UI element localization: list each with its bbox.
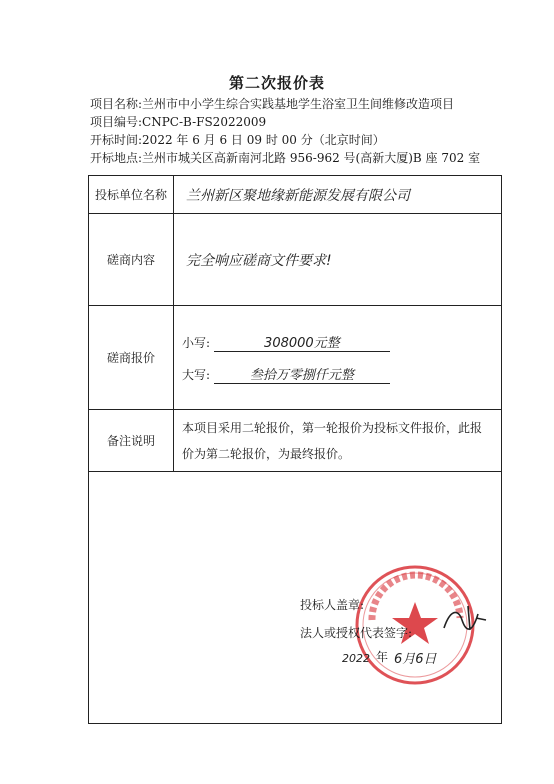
open-place: 兰州市城关区高新南河北路 956-962 号(高新大厦)B 座 702 室 [142, 151, 481, 165]
project-name-label: 项目名称: [90, 97, 143, 111]
table-row [89, 176, 502, 214]
bidder-value: 兰州新区聚地缘新能源发展有限公司 [186, 187, 410, 204]
small-label: 小写: [182, 335, 211, 350]
rep-label: 法人或授权代表签字: [300, 626, 413, 640]
remark-value: 本项目采用二轮报价，第一轮报价为投标文件报价，此报价为第二轮报价，为最终报价。 [174, 410, 502, 472]
open-time-line [90, 132, 385, 148]
table-row [89, 214, 502, 306]
bidder-label: 投标单位名称 [89, 176, 174, 214]
open-time: 2022 年 6 月 6 日 09 时 00 分（北京时间） [142, 133, 385, 147]
consult-cell [174, 214, 502, 306]
table-row [89, 306, 502, 410]
big-value: 叁拾万零捌仟元整 [249, 367, 354, 383]
sign-year-suffix: 年 [376, 650, 389, 664]
open-time-label: 开标时间: [90, 133, 143, 147]
big-underline [214, 364, 390, 384]
project-name-line [90, 96, 454, 112]
table-row [89, 410, 502, 472]
project-no-label: 项目编号: [90, 115, 143, 129]
remark-label: 备注说明 [89, 410, 174, 472]
consult-label: 磋商内容 [89, 214, 174, 306]
project-no-line [90, 114, 266, 130]
sign-date: 6月6日 [394, 652, 437, 667]
price-cell [174, 306, 502, 410]
consult-value: 完全响应磋商文件要求! [186, 252, 332, 269]
open-place-label: 开标地点: [90, 151, 143, 165]
project-name: 兰州市中小学生综合实践基地学生浴室卫生间维修改造项目 [142, 97, 455, 111]
small-underline [214, 332, 390, 352]
open-place-line [90, 150, 480, 166]
seal-label: 投标人盖章: [300, 598, 365, 612]
big-line [174, 364, 501, 384]
sign-year: 2022 [342, 652, 370, 665]
signature-scribble-icon [440, 600, 490, 640]
small-line [174, 332, 501, 352]
price-label: 磋商报价 [89, 306, 174, 410]
big-label: 大写: [182, 367, 211, 382]
bidder-cell [174, 176, 502, 214]
doc-title: 第二次报价表 [228, 74, 325, 92]
small-value: 308000元整 [264, 335, 340, 351]
project-no: CNPC-B-FS2022009 [142, 115, 267, 129]
